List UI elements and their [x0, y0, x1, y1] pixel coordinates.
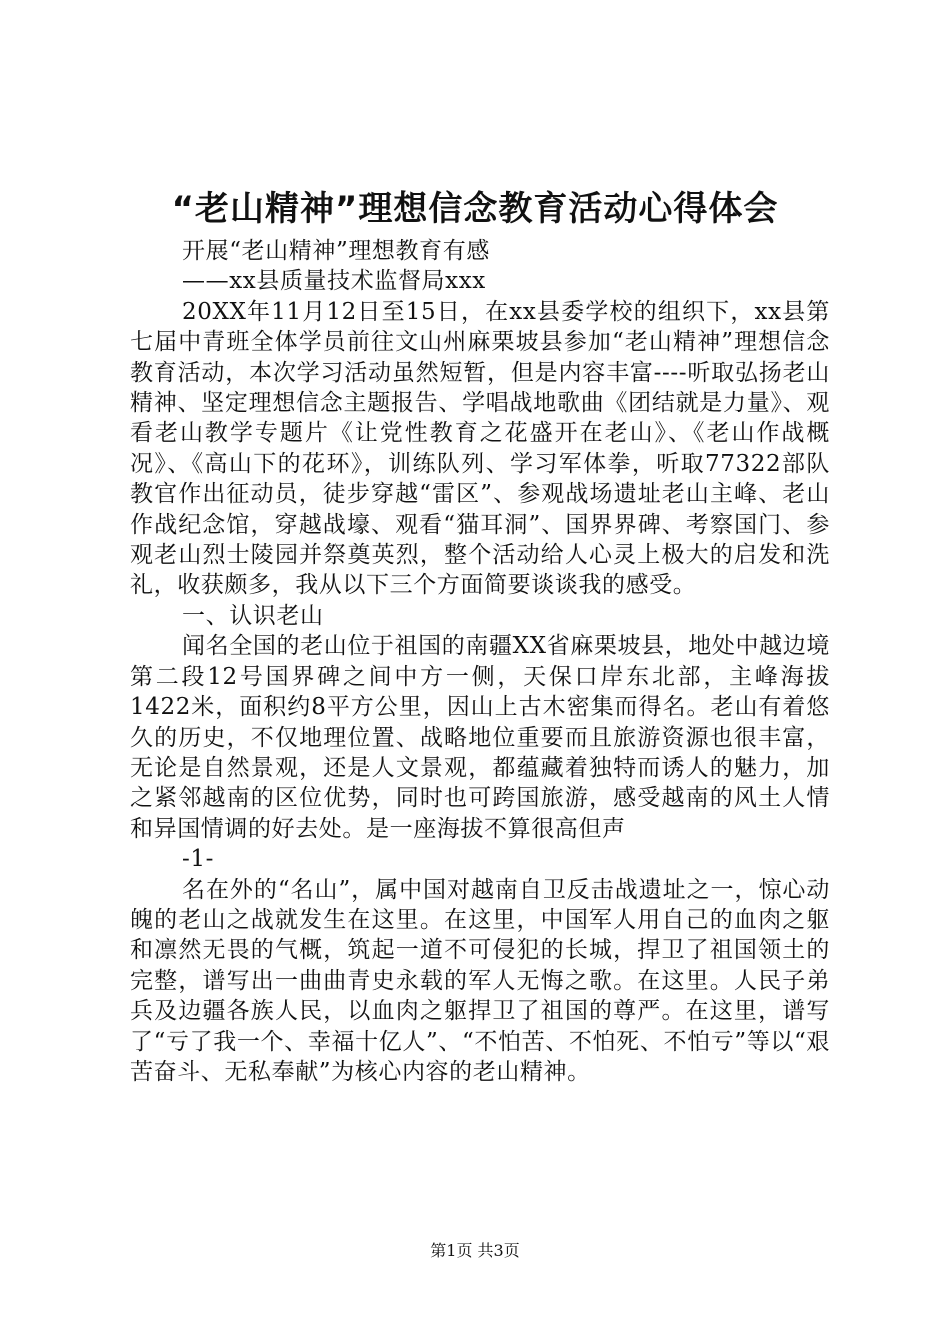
intro-paragraph: 20XX年11月12日至15日，在xx县委学校的组织下，xx县第七届中青班全体学员前往文山州麻栗坡县参加“老山精神”理想信念教育活动，本次学习活动虽然短暂，但是内容丰富----听取弘扬老山精神、坚定理想信念主题报告、学唱战地歌曲《团结就是力量》、观看老山教学专题片《让党性教育之花盛开在老山》、《老山作战概况》、《高山下的花环》，训练队列、学习军体拳，听取77322部队教官作出征动员，徒步穿越“雷区”、参观战场遗址老山主峰、老山作战纪念馆，穿越战壕、观看“猫耳洞”、国界界碑、考察国门、参观老山烈士陵园并祭奠英烈，整个活动给人心灵上极大的启发和洗礼，收获颇多，我从以下三个方面简要谈谈我的感受。: [130, 298, 830, 599]
page-marker: -1-: [182, 846, 214, 873]
section-heading: 一、认识老山: [182, 602, 324, 629]
author-line: ——xx县质量技术监督局xxx: [182, 268, 486, 295]
document-body: [130, 236, 830, 1087]
section-paragraph: 闻名全国的老山位于祖国的南疆XX省麻栗坡县，地处中越边境第二段12号国界碑之间中方一侧，天保口岸东北部，主峰海拔1422米，面积约8平方公里，因山上古木密集而得名。老山有着悠久的历史，不仅地理位置、战略地位重要而且旅游资源也很丰富，无论是自然景观，还是人文景观，都蕴藏着独特而诱人的魅力，加之紧邻越南的区位优势，同时也可跨国旅游，感受越南的风土人情和异国情调的好去处。是一座海拔不算很高但声: [130, 633, 830, 842]
subtitle: 开展“老山精神”理想教育有感: [182, 238, 490, 264]
document-title: “老山精神”理想信念教育活动心得体会: [171, 189, 779, 229]
page-footer: 第1页 共3页: [430, 1241, 520, 1260]
section-paragraph: 名在外的“名山”，属中国对越南自卫反击战遗址之一，惊心动魄的老山之战就发生在这里。在这里，中国军人用自己的血肉之躯和凛然无畏的气概，筑起一道不可侵犯的长城，捍卫了祖国领土的完整，谱写出一曲曲青史永载的军人无悔之歌。在这里。人民子弟兵及边疆各族人民，以血肉之躯捍卫了祖国的尊严。在这里，谱写了“亏了我一个、幸福十亿人”、“不怕苦、不怕死、不怕亏”等以“艰苦奋斗、无私奉献”为核心内容的老山精神。: [130, 876, 830, 1085]
